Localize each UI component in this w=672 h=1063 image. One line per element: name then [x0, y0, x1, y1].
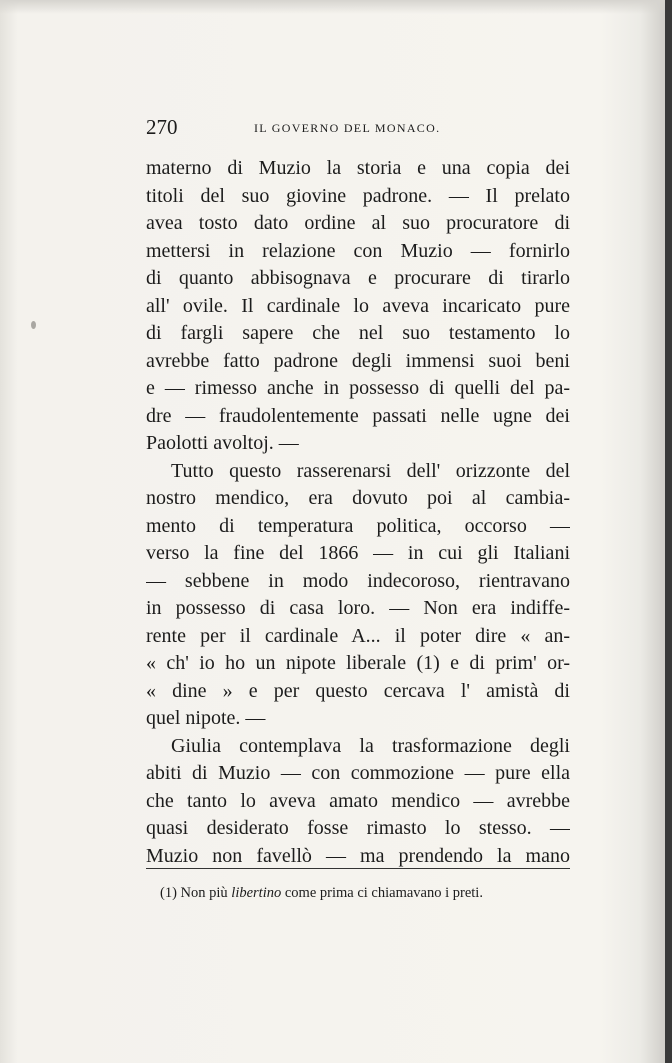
- text-line: titoli del suo giovine padrone. — Il prelato: [146, 184, 570, 207]
- text-line: dre — fraudolentemente passati nelle ugne dei: [146, 404, 570, 427]
- text-line: verso la fine del 1866 — in cui gli Italiani: [146, 542, 570, 564]
- text-line: nostro mendico, era dovuto poi al cambia-: [146, 487, 570, 509]
- footnote-text-before: Non più: [180, 885, 228, 901]
- paragraph-start-line: Tutto questo rasserenarsi dell' orizzonte del: [171, 459, 570, 482]
- text-line: avea tosto dato ordine al suo procuratore di: [146, 212, 570, 234]
- running-title: IL GOVERNO DEL MONACO.: [254, 121, 441, 135]
- running-head: [146, 115, 570, 141]
- footnote: [160, 884, 572, 902]
- text-line: mento di temperatura politica, occorso —: [146, 514, 570, 537]
- text-line: rente per il cardinale A... il poter dire « an-: [146, 624, 570, 647]
- text-line: e — rimesso anche in possesso di quelli del pa-: [146, 377, 570, 399]
- page-edge-shadow: [665, 0, 672, 1063]
- footnote-rule: [146, 868, 570, 869]
- text-line: materno di Muzio la storia e una copia dei: [146, 157, 570, 179]
- text-line: di quanto abbisognava e procurare di tirarlo: [146, 267, 570, 289]
- body-text: [146, 155, 570, 870]
- text-line: abiti di Muzio — con commozione — pure ella: [146, 762, 570, 784]
- footnote-italic-word: libertino: [231, 885, 282, 901]
- paragraph-end-line: Paolotti avoltoj. —: [146, 432, 299, 454]
- text-line: « ch' io ho un nipote liberale (1) e di prim' or-: [146, 652, 570, 674]
- text-line: all' ovile. Il cardinale lo aveva incaricato pure: [146, 294, 570, 317]
- text-line: mettersi in relazione con Muzio — fornirlo: [146, 239, 570, 262]
- page-number: 270: [146, 115, 178, 139]
- footnote-text-after: come prima ci chiamavano i preti.: [284, 885, 483, 901]
- paragraph-start-line: Giulia contemplava la trasformazione degli: [171, 734, 570, 757]
- text-line: « dine » e per questo cercava l' amistà di: [146, 679, 570, 702]
- text-line: in possesso di casa loro. — Non era indiffe-: [146, 597, 570, 619]
- text-line: — sebbene in modo indecoroso, rientravano: [146, 569, 570, 592]
- footnote-marker: (1): [160, 885, 177, 901]
- text-line: avrebbe fatto padrone degli immensi suoi beni: [146, 349, 570, 372]
- paper-speck: [31, 321, 36, 329]
- text-line: che tanto lo aveva amato mendico — avrebbe: [146, 789, 570, 812]
- text-line: quasi desiderato fosse rimasto lo stesso. —: [146, 817, 570, 839]
- text-line: di fargli sapere che nel suo testamento lo: [146, 322, 570, 344]
- page-top-shadow: [0, 0, 672, 14]
- paragraph-end-line: quel nipote. —: [146, 707, 266, 729]
- text-line: Muzio non favellò — ma prendendo la mano: [146, 844, 570, 867]
